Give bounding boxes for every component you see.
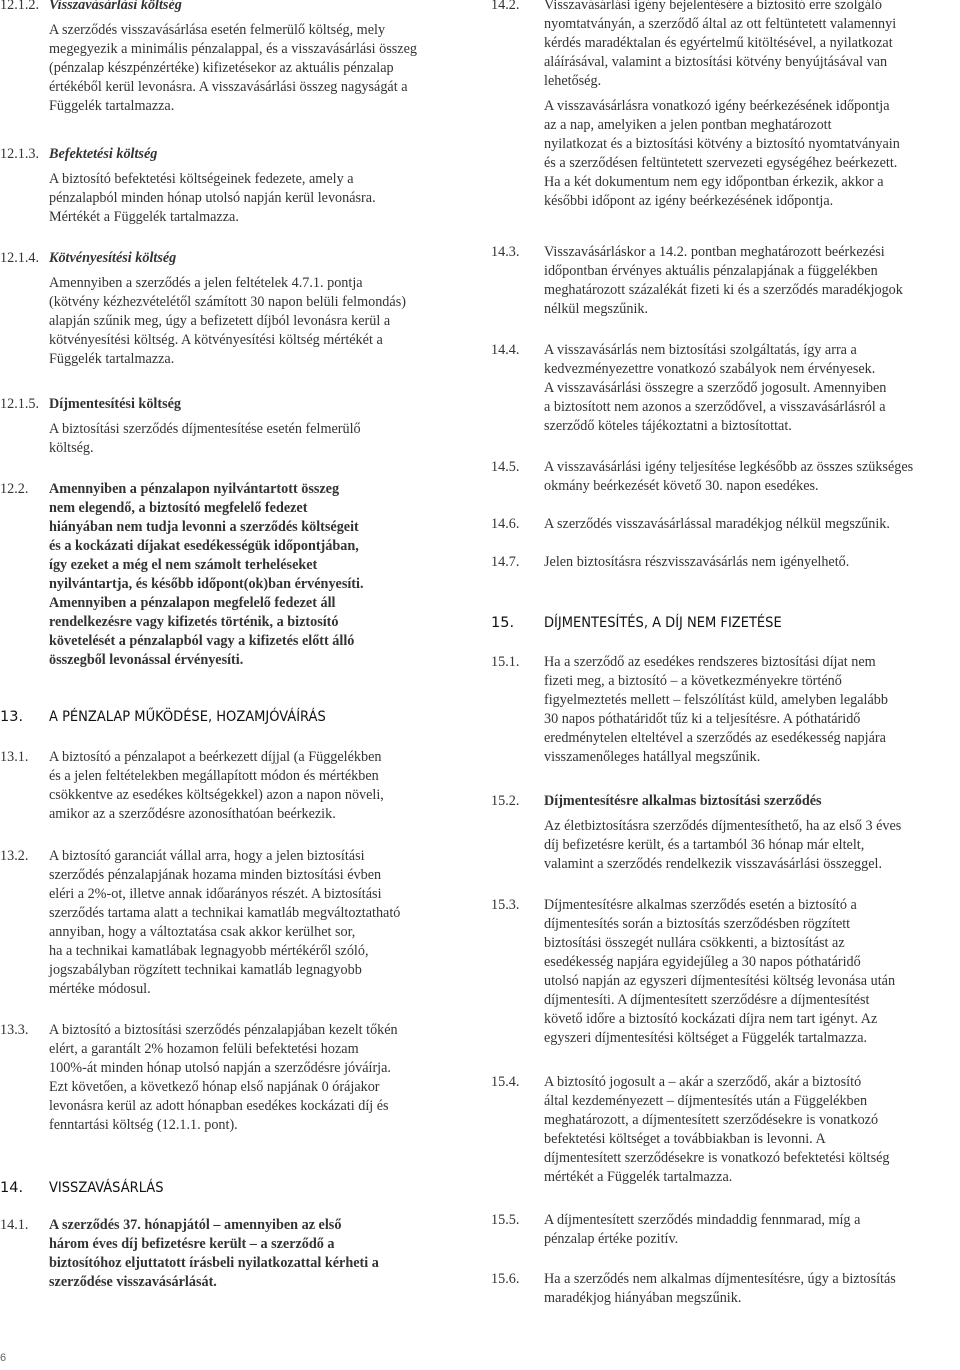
paragraph-line: levonásra kerül az adott hónapban esedékes kockázati díj és: [49, 1098, 389, 1114]
paragraph-line: szerződése visszavásárlását.: [49, 1274, 217, 1290]
paragraph-line: Ezt követően, a következő hónap első napjának 0 órájakor: [49, 1079, 380, 1095]
paragraph-line: biztosítási összegét nullára csökkenti, a biztosítást az: [544, 935, 845, 951]
paragraph-line: Ha a szerződés nem alkalmas díjmentesítésre, úgy a biztosítás: [544, 1271, 896, 1287]
paragraph-line: szerződő köteles tájékoztatni a biztosítottat.: [544, 418, 792, 434]
paragraph-line: Ha a két dokumentum nem egy időpontban érkezik, akkor a: [544, 174, 884, 190]
paragraph-line: Amennyiben a pénzalapon megfelelő fedezet áll: [49, 595, 336, 611]
paragraph-line: A biztosító a pénzalapot a beérkezett díjjal (a Függelékben: [49, 749, 382, 765]
paragraph-line: Függelék tartalmazza.: [49, 351, 175, 367]
paragraph-line: és a jelen feltételekben megállapított módon és mértékben: [49, 768, 379, 784]
section-title: Visszavásárlási költség: [49, 0, 182, 13]
paragraph-line: szerződés tartama alatt a technikai kamatláb megváltoztatható: [49, 905, 401, 921]
section-15-4: [491, 1073, 953, 1187]
paragraph-line: kérdés maradéktalan és egyértelmű kitöltésével, a nyilatkozat: [544, 35, 893, 51]
chapter-number: 13.: [0, 709, 24, 725]
paragraph-line: egyszeri díjmentesítési költséget a Függelék tartalmazza.: [544, 1030, 868, 1046]
paragraph-line: A szerződés 37. hónapjától – amennyiben az első: [49, 1217, 342, 1233]
section-number: 13.3.: [0, 1022, 29, 1038]
paragraph-line: díjmentesítés során a biztosítás szerződésben rögzített: [544, 916, 851, 932]
paragraph-line: és a szerződésen feltüntetett szervezeti egységéhez beérkezett.: [544, 155, 898, 171]
paragraph-line: rendelkezésre vagy kifizetés történik, a biztosító: [49, 614, 339, 630]
section-15-1: [491, 653, 953, 767]
paragraph-line: értékéből kerül levonásra. A visszavásárlási összeg nagyságát a: [49, 79, 408, 95]
section-12-1-4: [0, 249, 452, 369]
section-number: 15.6.: [491, 1271, 520, 1287]
paragraph-line: hiányában nem tudja levonni a szerződés költségeit: [49, 519, 359, 535]
paragraph-line: A szerződés visszavásárlással maradékjog nélkül megszűnik.: [544, 516, 890, 532]
section-title: Befektetési költség: [49, 146, 158, 162]
paragraph-line: későbbi időpont az igény beérkezésének időpontja.: [544, 193, 834, 209]
paragraph-line: időpontban érvényes aktuális pénzalapjának a függelékben: [544, 263, 878, 279]
paragraph-line: fizeti meg, a biztosító – a következményekre történő: [544, 673, 842, 689]
paragraph-line: által kezdeményezett – díjmentesítés után a Függelékben: [544, 1093, 868, 1109]
paragraph-line: mértéke módosul.: [49, 981, 151, 997]
paragraph-line: díjmentesített szerződésekre is vonatkozó befektetési költség: [544, 1150, 890, 1166]
section-14-4: [491, 341, 953, 436]
section-title: Díjmentesítésre alkalmas biztosítási szerződés: [544, 793, 822, 809]
section-15-2: [491, 792, 953, 874]
paragraph-line: eléri a 2%-ot, illetve annak időarányos részét. A biztosítási: [49, 886, 382, 902]
paragraph-line: (kötvény kézhezvételétől számított 30 napon belüli felmondás): [49, 294, 406, 310]
section-14-2: [491, 0, 953, 211]
paragraph-line: Jelen biztosításra részvisszavásárlás nem igényelhető.: [544, 554, 850, 570]
paragraph-line: A biztosító jogosult a – akár a szerződő, akár a biztosító: [544, 1074, 862, 1090]
paragraph-line: esedékesség napjára egyidejűleg a 30 napos póthatáridő: [544, 954, 861, 970]
paragraph-line: jogszabályban rögzített technikai kamatláb legnagyobb: [49, 962, 362, 978]
paragraph-line: maradékjog hiányában megszűnik.: [544, 1290, 742, 1306]
paragraph-line: kedvezményezettre vonatkozó szabályok nem érvényesek.: [544, 361, 876, 377]
page-number: 6: [0, 1352, 7, 1364]
paragraph-line: Amennyiben a pénzalapon nyilvántartott összeg: [49, 481, 340, 497]
paragraph-line: szerződés pénzalapjának hozama minden biztosítási évben: [49, 867, 382, 883]
paragraph-line: költség.: [49, 440, 94, 456]
section-number: 14.1.: [0, 1217, 29, 1233]
section-number: 14.6.: [491, 516, 520, 532]
paragraph-line: nyomtatványán, a szerződő által az ott feltüntetett valamennyi: [544, 16, 897, 32]
paragraph-line: biztosítóhoz eljuttatott írásbeli nyilatkozattal kérheti a: [49, 1255, 379, 1271]
section-13-1: [0, 748, 452, 824]
section-12-1-2: [0, 0, 452, 116]
chapter-number: 14.: [0, 1180, 24, 1196]
paragraph-line: Díjmentesítésre alkalmas szerződés esetén a biztosító a: [544, 897, 857, 913]
paragraph-line: aláírásával, valamint a biztosítási kötvény benyújtásával van: [544, 54, 888, 70]
paragraph-line: annyiban, hogy a változtatása csak akkor kerülhet sor,: [49, 924, 356, 940]
paragraph-line: okmány beérkezését követő 30. napon esedékes.: [544, 478, 819, 494]
paragraph-line: pénzalap értéke pozitív.: [544, 1231, 679, 1247]
section-12-1-5: [0, 395, 452, 458]
paragraph-line: csökkentve az esedékes költségekkel) azon a napon növeli,: [49, 787, 384, 803]
paragraph-line: nem elegendő, a biztosító megfelelő fedezet: [49, 500, 308, 516]
paragraph-line: amikor az a szerződésre azonosíthatóan beérkezik.: [49, 806, 336, 822]
section-number: 14.2.: [491, 0, 520, 13]
section-number: 14.7.: [491, 554, 520, 570]
paragraph-line: mértékét a Függelék tartalmazza.: [544, 1169, 733, 1185]
paragraph-line: meghatározott százalékát fizeti ki és a szerződés maradékjogok: [544, 282, 903, 298]
section-number: 12.1.3.: [0, 146, 40, 162]
paragraph-line: az a nap, amelyiken a jelen pontban meghatározott: [544, 117, 832, 133]
section-number: 14.3.: [491, 244, 520, 260]
paragraph-line: díjmentesíti. A díjmentesített szerződésre a díjmentesítést: [544, 992, 870, 1008]
paragraph-line: visszamenőleges hatállyal megszűnik.: [544, 749, 761, 765]
section-12-1-3: [0, 145, 452, 227]
paragraph-line: követő időre a biztosító kockázati díjra nem tart igényt. Az: [544, 1011, 878, 1027]
chapter-title: DÍJMENTESÍTÉS, A DÍJ NEM FIZETÉSE: [544, 615, 782, 631]
section-14-7: [491, 553, 953, 572]
paragraph-line: nélkül megszűnik.: [544, 301, 649, 317]
paragraph-line: utolsó napján az egyszeri díjmentesítési költség levonása után: [544, 973, 896, 989]
paragraph-line: pénzalapból minden hónap utolsó napján kerül levonásra.: [49, 190, 376, 206]
section-12-2: [0, 480, 452, 670]
section-number: 15.1.: [491, 654, 520, 670]
chapter-number: 15.: [491, 615, 515, 631]
section-15-5: [491, 1211, 953, 1249]
paragraph-line: A szerződés visszavásárlása esetén felmerülő költség, mely: [49, 22, 386, 38]
paragraph-line: A visszavásárlási igény teljesítése legkésőbb az összes szükséges: [544, 459, 914, 475]
paragraph-line: figyelmeztetés mellett – felszólítást küld, amelyben legalább: [544, 692, 888, 708]
paragraph-line: A biztosító a biztosítási szerződés pénzalapjában kezelt tőkén: [49, 1022, 398, 1038]
section-14-1: [0, 1216, 452, 1292]
section-15-6: [491, 1270, 953, 1308]
paragraph-line: Mértékét a Függelék tartalmazza.: [49, 209, 239, 225]
section-number: 13.2.: [0, 848, 29, 864]
paragraph-line: ha a technikai kamatlábak legnagyobb mértékéről szóló,: [49, 943, 369, 959]
section-14-5: [491, 458, 953, 496]
chapter-title: A PÉNZALAP MŰKÖDÉSE, HOZAMJÓVÁÍRÁS: [49, 709, 326, 725]
paragraph-line: fenntartási költség (12.1.1. pont).: [49, 1117, 238, 1133]
paragraph-line: A visszavásárlási összegre a szerződő jogosult. Amennyiben: [544, 380, 887, 396]
section-number: 15.5.: [491, 1212, 520, 1228]
paragraph-line: A visszavásárlás nem biztosítási szolgáltatás, így arra a: [544, 342, 857, 358]
section-title: Díjmentesítési költség: [49, 396, 181, 412]
paragraph-line: Ha a szerződő az esedékes rendszeres biztosítási díjat nem: [544, 654, 876, 670]
paragraph-line: három éves díj befizetésre került – a szerződő a: [49, 1236, 335, 1252]
section-13-2: [0, 847, 452, 999]
section-number: 13.1.: [0, 749, 29, 765]
section-number: 12.1.4.: [0, 250, 40, 266]
paragraph-line: befektetési költséget a továbbiakban is levonni. A: [544, 1131, 826, 1147]
paragraph-line: A visszavásárlásra vonatkozó igény beérkezésének időpontja: [544, 98, 890, 114]
paragraph-line: A biztosítási szerződés díjmentesítése esetén felmerülő: [49, 421, 361, 437]
paragraph-line: nyilatkozat és a biztosítási kötvény a biztosító nyomtatványain: [544, 136, 900, 152]
paragraph-line: 30 napos póthatáridőt tűz ki a teljesítésre. A póthatáridő: [544, 711, 861, 727]
paragraph-line: A biztosító befektetési költségeinek fedezete, amely a: [49, 171, 354, 187]
paragraph-line: megegyezik a minimális pénzalappal, és a visszavásárlási összeg: [49, 41, 417, 57]
section-14-3: [491, 243, 953, 319]
paragraph-line: nyilvántartja, és később időpont(ok)ban érvényesíti.: [49, 576, 364, 592]
section-number: 14.5.: [491, 459, 520, 475]
paragraph-line: a biztosított nem azonos a szerződővel, a visszavásárlásról a: [544, 399, 886, 415]
section-number: 12.1.2.: [0, 0, 40, 13]
paragraph-line: elért, a garantált 2% hozamon felüli befektetési hozam: [49, 1041, 359, 1057]
paragraph-line: Amennyiben a szerződés a jelen feltételek 4.7.1. pontja: [49, 275, 363, 291]
section-title: Kötvényesítési költség: [49, 250, 177, 266]
paragraph-line: és a kockázati díjakat esedékességük időpontjában,: [49, 538, 359, 554]
paragraph-line: A díjmentesített szerződés mindaddig fennmarad, míg a: [544, 1212, 861, 1228]
chapter-title: VISSZAVÁSÁRLÁS: [49, 1180, 164, 1196]
section-number: 15.4.: [491, 1074, 520, 1090]
paragraph-line: alapján szűnik meg, úgy a befizetett díjból levonásra kerül a: [49, 313, 391, 329]
paragraph-line: Visszavásárláskor a 14.2. pontban meghatározott beérkezési: [544, 244, 885, 260]
paragraph-line: Az életbiztosításra szerződés díjmentesíthető, ha az első 3 éves: [544, 818, 902, 834]
paragraph-line: A biztosító garanciát vállal arra, hogy a jelen biztosítási: [49, 848, 365, 864]
section-number: 12.1.5.: [0, 396, 40, 412]
paragraph-line: díj befizetésre került, és a tartamból 36 hónap már eltelt,: [544, 837, 865, 853]
section-number: 15.3.: [491, 897, 520, 913]
paragraph-line: valamint a szerződés rendelkezik visszavásárlási összeggel.: [544, 856, 882, 872]
section-14-6: [491, 515, 953, 534]
paragraph-line: kötvényesítési költség. A kötvényesítési költség mértékét a: [49, 332, 383, 348]
section-number: 14.4.: [491, 342, 520, 358]
paragraph-line: összegből levonással érvényesíti.: [49, 652, 244, 668]
section-number: 15.2.: [491, 793, 520, 809]
paragraph-line: követelését a pénzalapból vagy a kifizetés előtt álló: [49, 633, 355, 649]
paragraph-line: meghatározott, a díjmentesített szerződésekre is vonatkozó: [544, 1112, 879, 1128]
section-13-3: [0, 1021, 452, 1135]
paragraph-line: így ezeket a még el nem számolt terheléseket: [49, 557, 318, 573]
paragraph-line: Visszavásárlási igény bejelentésére a biztosító erre szolgáló: [544, 0, 882, 13]
section-15-3: [491, 896, 953, 1048]
paragraph-line: lehetőség.: [544, 73, 602, 89]
paragraph-line: eredménytelen elteltével a szerződés az esedékesség napjára: [544, 730, 886, 746]
section-number: 12.2.: [0, 481, 29, 497]
paragraph-line: 100%-át minden hónap utolsó napján a szerződésre jóváírja.: [49, 1060, 391, 1076]
paragraph-line: (pénzalap készpénzértéke) kifizetésekor az aktuális pénzalap: [49, 60, 394, 76]
paragraph-line: Függelék tartalmazza.: [49, 98, 175, 114]
